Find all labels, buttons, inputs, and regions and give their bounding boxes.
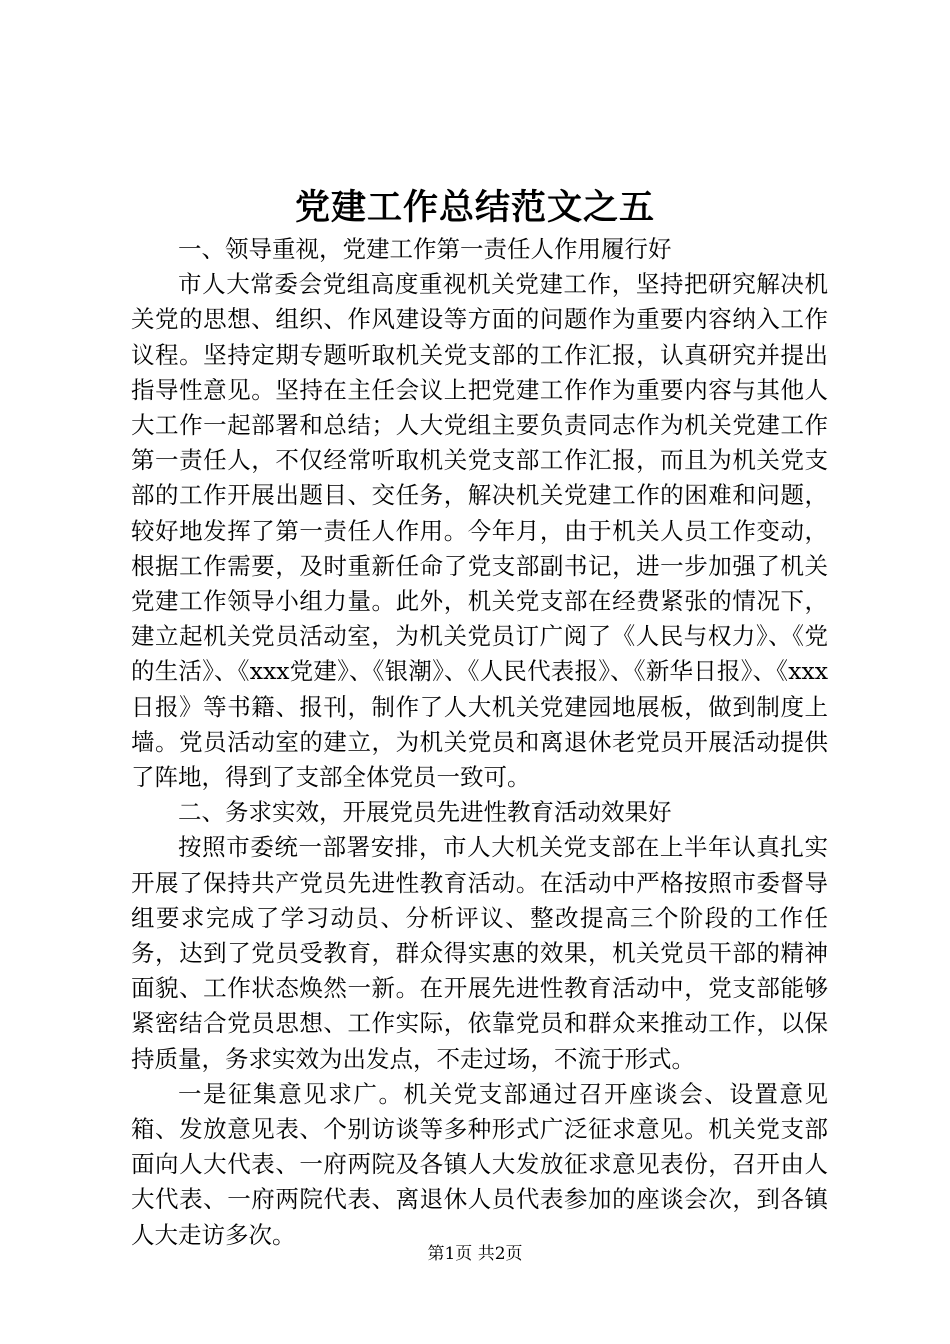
document-title: 党建工作总结范文之五 bbox=[294, 187, 655, 228]
document-body bbox=[131, 232, 828, 1253]
section-heading-1: 一、领导重视，党建工作第一责任人作用履行好 bbox=[178, 235, 672, 263]
page-footer: 第1页 共2页 bbox=[427, 1244, 523, 1264]
body-paragraph-1: 市人大常委会党组高度重视机关党建工作，坚持把研究解决机关党的思想、组织、作风建设等方面的问题作为重要内容纳入工作议程。坚持定期专题听取机关党支部的工作汇报，认真研究并提出指导性意见。坚持在主任会议上把党建工作作为重要内容与其他人大工作一起部署和总结；人大党组主要负责同志作为机关党建工作第一责任人，不仅经常听取机关党支部工作汇报，而且为机关党支部的工作开展出题目、交任务，解决机关党建工作的困难和问题，较好地发挥了第一责任人作用。今年月，由于机关人员工作变动，根据工作需要，及时重新任命了党支部副书记，进一步加强了机关党建工作领导小组力量。此外，机关党支部在经费紧张的情况下，建立起机关党员活动室，为机关党员订广阅了《人民与权力》、《党的生活》、《xxx党建》、《银潮》、《人民代表报》、《新华日报》、《xxx日报》等书籍、报刊，制作了人大机关党建园地展板，做到制度上墙。党员活动室的建立，为机关党员和离退休老党员开展活动提供了阵地，得到了支部全体党员一致可。 bbox=[131, 270, 828, 792]
body-paragraph-3: 一是征集意见求广。机关党支部通过召开座谈会、设置意见箱、发放意见表、个别访谈等多种形式广泛征求意见。机关党支部面向人大代表、一府两院及各镇人大发放征求意见表份，召开由人大代表、一府两院代表、离退休人员代表参加的座谈会次，到各镇人大走访多次。 bbox=[131, 1079, 828, 1249]
body-paragraph-2: 按照市委统一部署安排，市人大机关党支部在上半年认真扎实开展了保持共产党员先进性教育活动。在活动中严格按照市委督导组要求完成了学习动员、分析评议、整改提高三个阶段的工作任务，达到了党员受教育，群众得实惠的效果，机关党员干部的精神面貌、工作状态焕然一新。在开展先进性教育活动中，党支部能够紧密结合党员思想、工作实际，依靠党员和群众来推动工作，以保持质量，务求实效为出发点，不走过场，不流于形式。 bbox=[131, 833, 828, 1073]
section-heading-2: 二、务求实效，开展党员先进性教育活动效果好 bbox=[178, 798, 672, 827]
